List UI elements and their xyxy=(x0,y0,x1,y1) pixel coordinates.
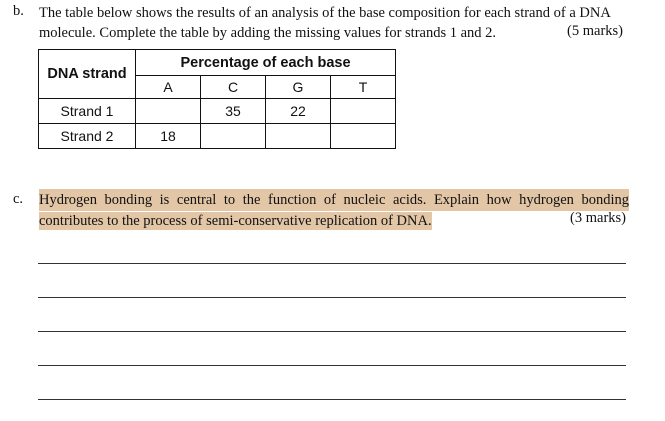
row-label: Strand 1 xyxy=(39,99,136,124)
table-row-strand-2 xyxy=(39,124,396,149)
cell-strand1-g: 22 xyxy=(266,99,331,124)
question-b-letter: b. xyxy=(13,3,24,19)
question-c-text xyxy=(39,189,629,231)
answer-line[interactable] xyxy=(38,331,626,332)
question-c-marks: (3 marks) xyxy=(570,210,626,226)
question-b-line-2: molecule. Complete the table by adding the missing values for strands 1 and 2. xyxy=(39,25,497,41)
cell-strand2-a: 18 xyxy=(136,124,201,149)
base-header-g: G xyxy=(266,76,331,99)
row-label: Strand 2 xyxy=(39,124,136,149)
cell-strand2-t[interactable] xyxy=(331,124,396,149)
strand-header: DNA strand xyxy=(39,50,136,99)
percentage-header: Percentage of each base xyxy=(136,50,396,76)
answer-line[interactable] xyxy=(38,297,626,298)
answer-line[interactable] xyxy=(38,365,626,366)
base-header-t: T xyxy=(331,76,396,99)
cell-strand1-t[interactable] xyxy=(331,99,396,124)
question-c-line-1: Hydrogen bonding is central to the function of nucleic acids. Explain how hydrogen bonding xyxy=(39,189,629,211)
cell-strand2-g[interactable] xyxy=(266,124,331,149)
question-b-text xyxy=(39,3,639,43)
question-b-line-1: The table below shows the results of an analysis of the base composition for each strand of a DNA xyxy=(39,5,611,21)
answer-line[interactable] xyxy=(38,263,626,264)
base-composition-table xyxy=(38,49,396,149)
table-row-strand-1 xyxy=(39,99,396,124)
base-header-c: C xyxy=(201,76,266,99)
question-b-marks: (5 marks) xyxy=(567,23,623,39)
answer-line[interactable] xyxy=(38,399,626,400)
cell-strand1-c: 35 xyxy=(201,99,266,124)
question-c-line-2: contributes to the process of semi-conservative replication of DNA. xyxy=(39,213,432,229)
question-c-letter: c. xyxy=(13,191,24,207)
cell-strand1-a[interactable] xyxy=(136,99,201,124)
cell-strand2-c[interactable] xyxy=(201,124,266,149)
base-header-a: A xyxy=(136,76,201,99)
